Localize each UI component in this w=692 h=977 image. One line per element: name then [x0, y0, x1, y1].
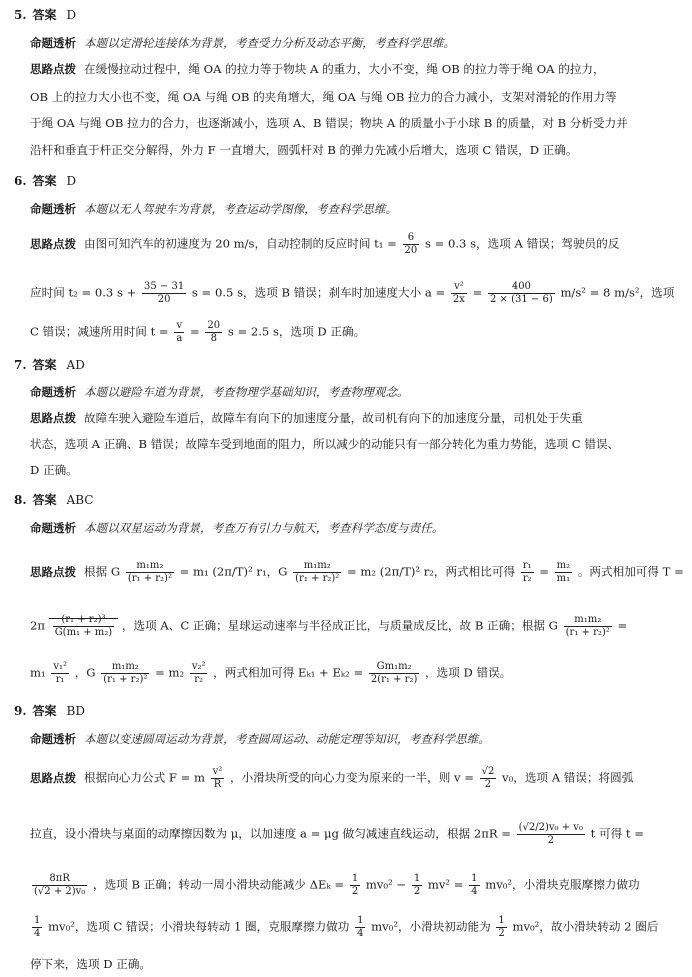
q6-frac-t3-num: v [174, 320, 184, 333]
q8-l3a: m₁ [30, 665, 46, 680]
q9-hint-line-2 [30, 822, 670, 847]
q5-header [14, 6, 76, 23]
q8-frac-r-num: r₁ [522, 560, 532, 571]
q5-hint-label: 思路点拨 [30, 62, 76, 76]
q6-hint-line-3 [30, 320, 670, 345]
q8-frac-g2 [293, 560, 341, 585]
q6-l3c: s = 2.5 s，选项 D 正确。 [227, 324, 366, 339]
q9-frac-f [211, 766, 225, 791]
q9-frac-f-den: R [213, 779, 222, 790]
q9-hint-line-5: 停下来，选项 D 正确。 [30, 957, 152, 971]
q9-l3a: ，选项 B 正确；转动一周小滑块动能减少 ΔEₖ = [92, 877, 345, 892]
q8-hint-line-2 [30, 614, 670, 639]
q8-hint-label: 思路点拨 [30, 564, 76, 579]
q7-hint-label: 思路点拨 [30, 411, 76, 425]
q6-frac-t4 [205, 320, 222, 345]
q7-number: 7. [14, 358, 27, 372]
q9-frac-q3 [355, 915, 365, 940]
q9-frac-v-num: √2 [481, 766, 495, 777]
q6-answer-value: D [66, 174, 77, 188]
q8-l1a: 根据 G [84, 564, 121, 579]
q6-l3b: = [190, 324, 200, 339]
q5-answer-value: D [66, 8, 77, 22]
q7-analysis-text: 本题以避险车道为背景，考查物理学基础知识，考查物理观念。 [84, 385, 409, 399]
q6-hint-line-2 [30, 281, 675, 306]
q6-frac-t2-den: 20 [157, 294, 171, 305]
q8-frac-g4-num: m₁m₂ [101, 661, 149, 674]
q8-frac-t-num: (r₁ + r₂)³ [53, 614, 115, 627]
q6-l1b: s = 0.3 s，选项 A 错误；驾驶员的反 [424, 236, 620, 251]
q6-hint-line-1 [30, 232, 670, 257]
q5-analysis-label: 命题透析 [30, 36, 76, 50]
q8-l2a: 2π [30, 618, 45, 633]
q6-l1a: 由图可知汽车的初速度为 20 m/s，自动控制的反应时间 t₁ = [84, 236, 397, 251]
q5-number: 5. [14, 8, 27, 22]
q8-frac-r [521, 560, 534, 585]
q6-l2b: s = 0.5 s，选项 B 错误；刹车时加速度大小 a = [191, 285, 446, 300]
q9-hint-line-1 [30, 766, 670, 791]
q7-header [14, 356, 85, 373]
q6-frac-a2 [488, 281, 555, 306]
q5-analysis-text: 本题以定滑轮连接体为背景，考查受力分析及动态平衡，考查科学思维。 [84, 36, 456, 50]
q9-header [14, 702, 85, 719]
q8-l2c: = [617, 618, 628, 633]
q9-frac-h2 [412, 873, 422, 898]
q6-frac-a2-num: 400 [488, 281, 555, 294]
q9-l3e: mv₀²，小滑块克服摩擦力做功 [485, 877, 640, 892]
q9-hint-line-4 [30, 915, 670, 940]
q9-frac-q3-num: 1 [357, 915, 364, 926]
q6-analysis-label: 命题透析 [30, 202, 76, 216]
q9-hint-line-3 [30, 873, 670, 898]
q9-frac-h1-den: 2 [351, 886, 359, 897]
q9-l2b: t 可得 t = [590, 826, 644, 841]
q9-frac-h1 [350, 873, 360, 898]
q6-frac-a2-den: 2 × (31 − 6) [490, 294, 553, 305]
q8-frac-g2-num: m₁m₂ [293, 560, 341, 573]
q6-analysis [30, 200, 670, 218]
q8-l3c: = m₂ [155, 665, 185, 680]
q9-frac-h2-den: 2 [413, 886, 421, 897]
q5-hint-line-1 [30, 60, 670, 78]
q8-frac-m-num: m₂ [556, 560, 571, 571]
q8-analysis [30, 519, 670, 537]
q6-frac-t4-den: 8 [210, 333, 217, 344]
q6-l3a: C 错误；减速所用时间 t = [30, 324, 169, 339]
q6-frac-t2-num: 35 − 31 [144, 281, 185, 292]
q7-answer-label: 答案 [32, 358, 57, 372]
q8-frac-t-den: G(m₁ + m₂) [54, 627, 113, 638]
q7-hint-text-1: 故障车驶入避险车道后，故障车有向下的加速度分量，故司机有向下的加速度分量，司机处于失重 [84, 411, 583, 425]
q8-frac-g2-den: (r₁ + r₂)² [295, 573, 340, 584]
q9-frac-h3-den: 2 [498, 928, 505, 939]
q8-answer-value: ABC [66, 493, 94, 507]
q8-frac-ek-den: 2(r₁ + r₂) [370, 674, 418, 685]
q5-analysis [30, 34, 670, 52]
q6-frac-t2 [142, 281, 186, 306]
q8-l1f: 。两式相加可得 T = [577, 564, 684, 579]
q6-answer-label: 答案 [32, 174, 57, 188]
q8-l1e: = [539, 564, 549, 579]
q9-l4b: mv₀²，小滑块初动能为 [371, 919, 491, 934]
q8-l3b: ，G [74, 665, 96, 680]
q8-frac-ek [369, 661, 419, 686]
q6-frac-t1-num: 6 [403, 232, 420, 245]
q8-sqrt [49, 614, 119, 638]
q9-analysis [30, 730, 670, 748]
q9-l1a: 根据向心力公式 F = m [84, 770, 205, 785]
q7-hint-line-2: 状态，选项 A 正确、B 错误；故障车受到地面的阻力，所以减少的动能只有一部分转化为重力势能，选项 C 错误、 [30, 437, 620, 451]
q8-frac-m-den: m₁ [556, 573, 571, 584]
q5-answer-label: 答案 [32, 8, 57, 22]
q8-l1b: = m₁ (2π/T)² r₁，G [179, 564, 288, 579]
q5-hint-line-2: OB 上的拉力大小也不变，绳 OA 与绳 OB 的夹角增大，绳 OA 与绳 OB 拉力的合力减小，支架对滑轮的作用力等 [30, 90, 617, 104]
q7-hint-line-1 [30, 409, 670, 427]
q9-analysis-text: 本题以变速圆周运动为背景，考查圆周运动、动能定理等知识，考查科学思维。 [84, 732, 490, 746]
q8-frac-v2-num: v₂² [191, 661, 206, 672]
q9-frac-q1 [469, 873, 479, 898]
q6-header [14, 172, 76, 189]
q9-l4c: mv₀²，故小滑块转动 2 圈后 [512, 919, 659, 934]
q9-frac-v [480, 766, 497, 791]
q6-frac-t4-num: 20 [207, 320, 221, 331]
q6-frac-t3 [174, 320, 184, 345]
q9-frac-t-den: (√2 + 2)v₀ [34, 886, 86, 897]
q8-analysis-label: 命题透析 [30, 521, 76, 535]
q8-frac-g4 [101, 661, 149, 686]
q9-frac-h2-num: 1 [413, 873, 421, 884]
q9-frac-q2-den: 4 [34, 928, 41, 939]
q9-frac-h1-num: 1 [351, 873, 359, 884]
q8-frac-ek-num: Gm₁m₂ [369, 661, 419, 674]
q6-number: 6. [14, 174, 27, 188]
q6-l2e: m/s² = 8 m/s²，选项 [560, 285, 675, 300]
q9-frac-t [32, 873, 87, 898]
q9-frac-f-num: v² [212, 766, 223, 777]
q9-hint-label: 思路点拨 [30, 770, 76, 785]
q7-analysis-label: 命题透析 [30, 385, 76, 399]
q6-frac-t1-den: 20 [404, 245, 418, 256]
q9-frac-q2 [32, 915, 42, 940]
q7-analysis [30, 383, 670, 401]
q6-analysis-text: 本题以无人驾驶车为背景，考查运动学图像，考查科学思维。 [84, 202, 398, 216]
q8-frac-r-den: r₂ [522, 573, 532, 584]
q6-l2a: 应时间 t₂ = 0.3 s + [30, 285, 137, 300]
q8-frac-g1 [126, 560, 174, 585]
q8-frac-g1-den: (r₁ + r₂)² [127, 573, 172, 584]
q8-l3f: ，选项 D 错误。 [425, 665, 512, 680]
q9-analysis-label: 命题透析 [30, 732, 76, 746]
q9-frac-q1-den: 4 [471, 886, 478, 897]
q8-hint-line-3 [30, 661, 670, 686]
q8-frac-g3 [564, 614, 612, 639]
q8-l1c: = m₂ (2π/T)² r₂，两式相比可得 [346, 564, 516, 579]
q6-frac-a1-den: 2x [452, 294, 465, 305]
q8-frac-g4-den: (r₁ + r₂)² [103, 674, 148, 685]
q9-l2a: 拉直，设小滑块与桌面的动摩擦因数为 μ，以加速度 a = μg 做匀减速直线运动，根据 2πR = [30, 826, 511, 841]
q8-frac-m [555, 560, 573, 585]
q8-number: 8. [14, 493, 27, 507]
q6-frac-t3-den: a [176, 333, 183, 344]
q8-frac-v1 [51, 661, 69, 686]
q8-frac-g1-num: m₁m₂ [126, 560, 174, 573]
q8-frac-v2 [190, 661, 208, 686]
q9-frac-v-den: 2 [484, 779, 492, 790]
q9-frac-avg-num: (√2/2)v₀ + v₀ [518, 822, 583, 833]
q9-l3c: mv² = [427, 877, 464, 892]
q9-number: 9. [14, 704, 27, 718]
q8-answer-label: 答案 [32, 493, 57, 507]
q6-frac-a1 [451, 281, 467, 306]
q9-frac-q3-den: 4 [357, 928, 364, 939]
q7-answer-value: AD [66, 358, 85, 372]
q9-frac-h3-num: 1 [498, 915, 505, 926]
q9-frac-avg-den: 2 [547, 835, 554, 846]
q9-frac-q2-num: 1 [34, 915, 41, 926]
q8-header [14, 491, 93, 508]
q8-frac-g3-den: (r₁ + r₂)² [565, 627, 610, 638]
q7-hint-line-3: D 正确。 [30, 463, 78, 477]
q8-hint-line-1 [30, 560, 684, 585]
q9-answer-label: 答案 [32, 704, 57, 718]
q8-frac-t [53, 614, 115, 639]
q5-hint-line-4: 沿杆和垂直于杆正交分解得，外力 F 一直增大，圆弧杆对 B 的弹力先减小后增大，选项 C 错误，D 正确。 [30, 143, 578, 157]
q9-frac-q1-num: 1 [471, 873, 478, 884]
q6-frac-a1-num: v² [451, 281, 467, 294]
q8-frac-g3-num: m₁m₂ [564, 614, 612, 627]
q8-frac-v1-den: r₁ [55, 674, 65, 685]
q9-frac-h3 [496, 915, 506, 940]
q6-hint-label: 思路点拨 [30, 236, 76, 251]
q9-frac-t-num: 8πR [32, 873, 87, 886]
q8-analysis-text: 本题以双星运动为背景，考查万有引力与航天，考查科学态度与责任。 [84, 521, 444, 535]
q6-frac-t1 [403, 232, 420, 257]
q9-l3b: mv₀² − [365, 877, 407, 892]
q9-l1c: v₀，选项 A 错误；将圆弧 [502, 770, 634, 785]
q8-frac-v1-num: v₁² [53, 661, 68, 672]
q9-l4a: mv₀²，选项 C 错误；小滑块每转动 1 圈，克服摩擦力做功 [48, 919, 350, 934]
q8-l3e: ，两式相加可得 Eₖ₁ + Eₖ₂ = [213, 665, 364, 680]
q8-l2b: ，选项 A、C 正确；星球运动速率与半径成正比，与质量成反比，故 B 正确；根据 G [121, 618, 558, 633]
q5-hint-line-3: 于绳 OA 与绳 OB 拉力的合力，也逐渐减小，选项 A、B 错误；物块 A 的质量小于小球 B 的质量，对 B 分析受力并 [30, 116, 628, 130]
q6-l2c: = [472, 285, 483, 300]
q9-frac-avg [517, 822, 585, 847]
q9-answer-value: BD [66, 704, 85, 718]
q8-frac-v2-den: r₂ [194, 674, 204, 685]
q9-l1b: ，小滑块所受的向心力变为原来的一半，则 v = [230, 770, 474, 785]
q5-hint-text-1: 在缓慢拉动过程中，绳 OA 的拉力等于物块 A 的重力，大小不变，绳 OB 的拉力等于绳 OA 的拉力， [84, 62, 605, 76]
